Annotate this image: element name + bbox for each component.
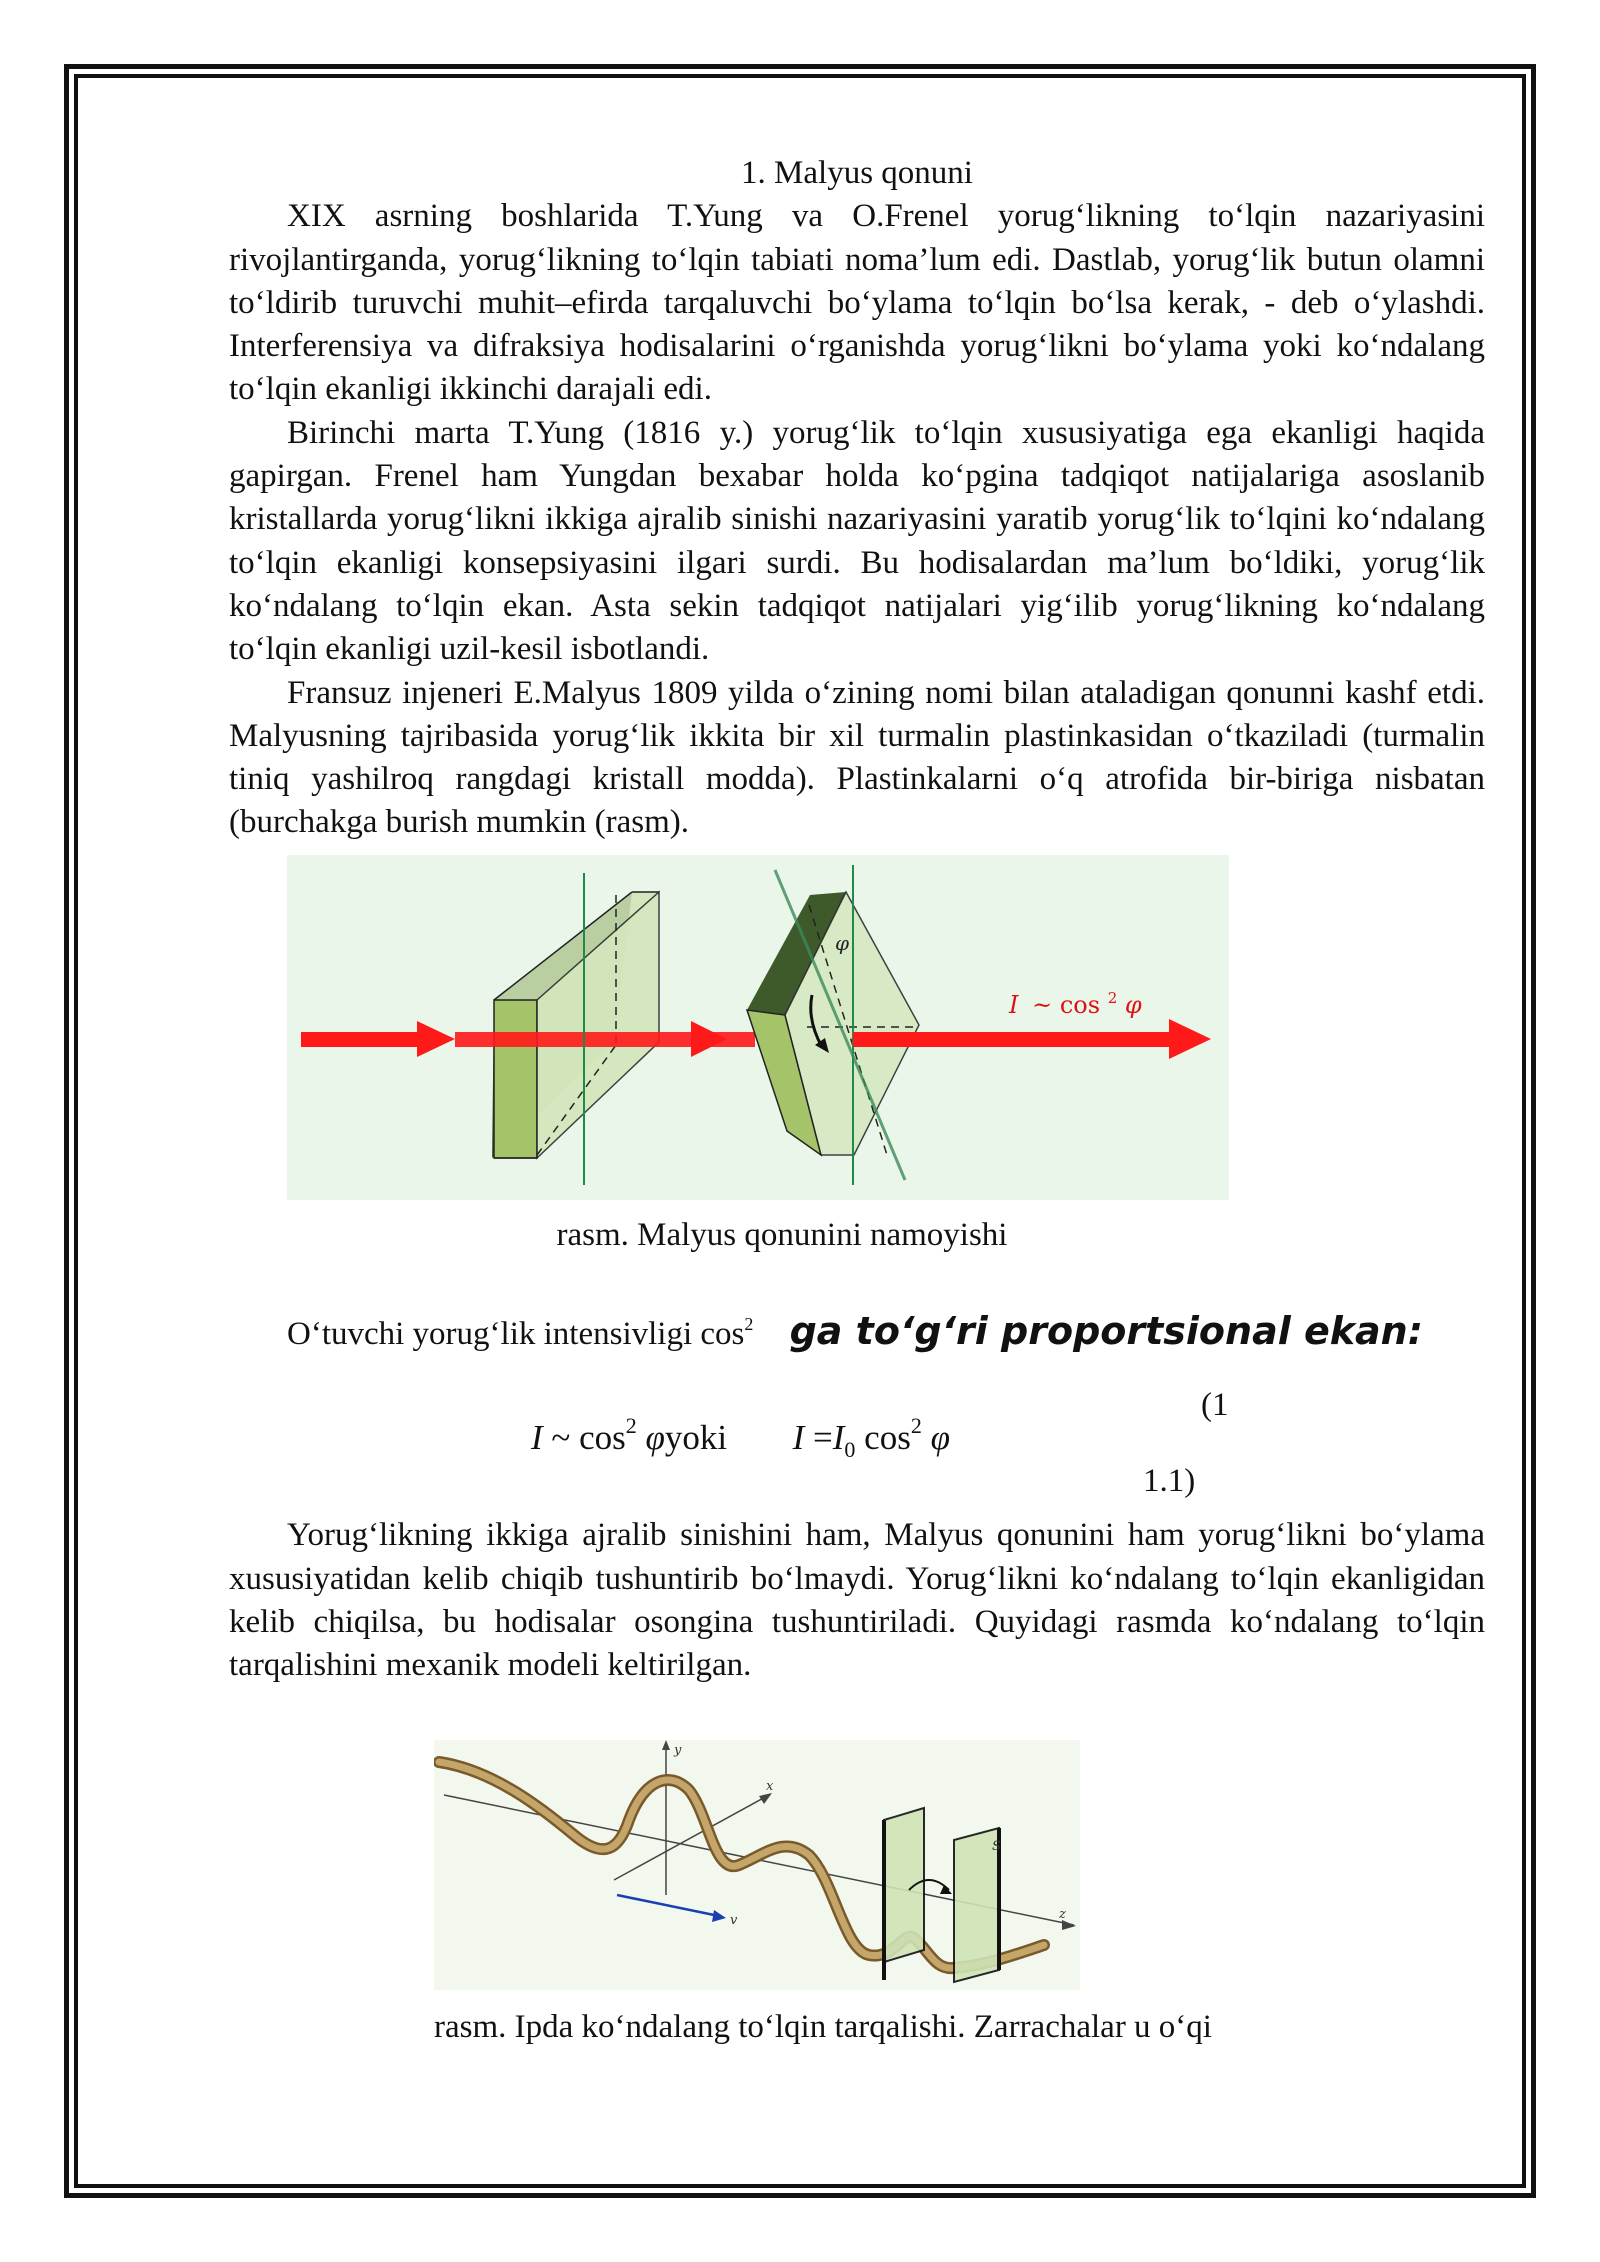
formula-phi-2: φ — [930, 1418, 950, 1458]
formula-i0: I — [832, 1418, 845, 1458]
malus-formula — [531, 1404, 950, 1471]
section-heading: 1. Malyus qonuni — [741, 155, 973, 191]
formula-equals: = — [804, 1418, 833, 1458]
malus-formula-block — [229, 1374, 1485, 1514]
formula-phi: φ — [645, 1418, 665, 1458]
intensity-exponent: 2 — [1107, 988, 1118, 1007]
paragraph-2: Birinchi marta T.Yung (1816 y.) yorug‘lik to‘lqin xususiyatiga ega ekanligi haqida gapirgan. Frenel ham Yungdan bexabar holda ko‘pgina tadqiqot natijalariga asoslanib kristallarda yorug‘likni ikkiga ajralib sinishi nazariyasini yaratib yorug‘lik to‘lqini ko‘ndalang to‘lqin ekanligi konsepsiyasini ilgari surdi. Bu hodisalardan ma’lum bo‘ldiki, yorug‘lik ko‘ndalang to‘lqin ekan. Asta sekin tadqiqot natijalari yig‘ilib yorug‘likning ko‘ndalang to‘lqin ekanligi uzil-kesil isbotlandi. — [229, 414, 1485, 668]
document-body — [229, 152, 1485, 2049]
formula-exponent-2: 2 — [910, 1413, 922, 1439]
formula-exponent: 2 — [625, 1413, 637, 1439]
formula-intensity: I — [531, 1418, 543, 1458]
intensity-symbol: I — [1009, 990, 1019, 1019]
intensity-relation: ~ cos — [1032, 990, 1101, 1019]
axis-z-label: z — [1059, 1906, 1066, 1922]
intensity-sup: 2 — [744, 1314, 754, 1335]
intensity-text: O‘tuvchi yorug‘lik intensivligi cos — [287, 1316, 745, 1353]
transverse-wave-illustration — [434, 1740, 1080, 1990]
axis-x-label: x — [766, 1778, 774, 1794]
axis-y-label: y — [674, 1742, 682, 1758]
malus-law-illustration — [287, 855, 1229, 1200]
slit-label: S — [992, 1838, 1001, 1854]
equation-number-part2: 1.1) — [1143, 1463, 1196, 1500]
paragraph-1: XIX asrning boshlarida T.Yung va O.Frenel yorug‘likning to‘lqin nazariyasini rivojlantirganda, yorug‘likning to‘lqin tabiati noma’lum edi. Dastlab, yorug‘lik butun olamni to‘ldirib turuvchi muhit–efirda tarqaluvchi bo‘ylama to‘lqin bo‘lsa kerak, - deb o‘ylashdi. Interferensiya va difraksiya hodisalarini o‘rganishda yorug‘likni bo‘ylama yoki ko‘ndalang to‘lqin ekanligi ikkinchi darajali edi. — [229, 198, 1485, 408]
malus-law-figure — [287, 855, 1229, 1200]
paragraph-4: Yorug‘likning ikkiga ajralib sinishini ham, Malyus qonunini ham yorug‘likni bo‘ylama xususiyatidan kelib chiqib tushuntirib bo‘lmaydi. Yorug‘likni ko‘ndalang to‘lqin ekanligidan kelib chiqilsa, bu hodisalar osongina tushuntiriladi. Quyidagi rasmda ko‘ndalang to‘lqin tarqalishini mexanik modeli keltirilgan. — [229, 1517, 1485, 1684]
formula-cos-2: cos — [864, 1418, 911, 1458]
angle-label: φ — [835, 930, 850, 955]
figure-2-caption: rasm. Ipda ko‘ndalang to‘lqin tarqalishi. Zarrachalar u o‘qi — [434, 2008, 1212, 2045]
formula-tilde: ~ — [542, 1418, 580, 1458]
formula-or: yoki — [664, 1418, 728, 1458]
transverse-wave-figure — [434, 1740, 1080, 1990]
svg-text:I ~ cos 2 — [1008, 981, 1142, 1019]
formula-subscript: 0 — [844, 1437, 856, 1463]
formula-cos: cos — [579, 1418, 626, 1458]
intensity-emphasis: ga to‘g‘ri proportsional ekan: — [789, 1309, 1423, 1354]
velocity-label: v — [730, 1912, 738, 1928]
equation-number-part1: (1 — [1201, 1387, 1229, 1424]
paragraph-3: Fransuz injeneri E.Malyus 1809 yilda o‘zining nomi bilan ataladigan qonunni kashf etdi. Malyusning tajribasida yorug‘lik ikkita bir xil turmalin plastinkasidan o‘tkaziladi (turmalin tiniq yashilroq rangdagi kristall modda). Plastinkalarni o‘q atrofida bir-biriga nisbatan (burchakga burish mumkin (rasm). — [229, 674, 1485, 841]
figure-1-caption: rasm. Malyus qonunini namoyishi — [556, 1216, 1008, 1253]
intensity-statement — [229, 1303, 1485, 1356]
intensity-angle: φ — [1124, 990, 1142, 1019]
formula-intensity-2: I — [792, 1418, 805, 1458]
